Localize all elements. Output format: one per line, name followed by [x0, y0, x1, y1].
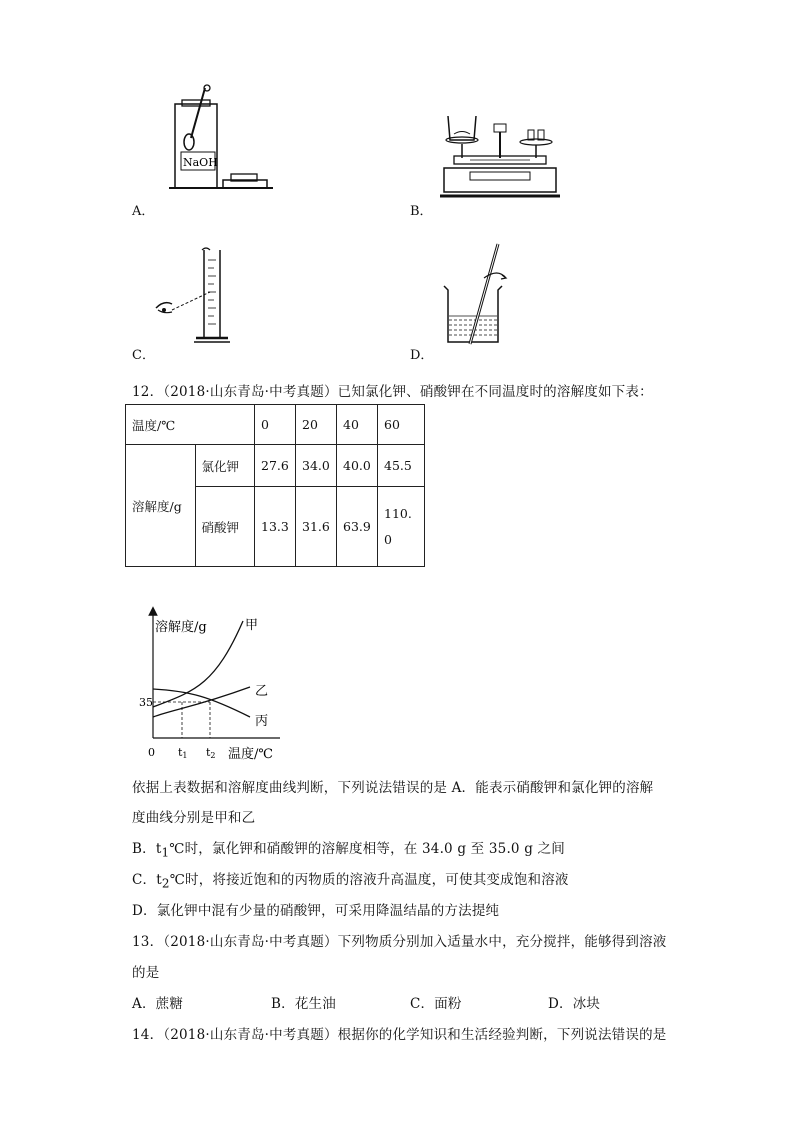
- q12-stem: 12．（2018·山东青岛·中考真题）已知氯化钾、硝酸钾在不同温度时的溶解度如下表：: [132, 384, 653, 400]
- kno3-20: 31.6: [296, 487, 337, 567]
- figure-b-balance: [440, 112, 560, 202]
- q12-option-d: D．氯化钾中混有少量的硝酸钾，可采用降温结晶的方法提纯: [132, 903, 500, 919]
- origin-label: 0: [148, 746, 155, 759]
- q12-text-line2: 度曲线分别是甲和乙: [132, 810, 256, 826]
- figure-c-cylinder: [150, 240, 240, 350]
- option-a-label: A．: [132, 204, 155, 219]
- x-axis-label: 温度/℃: [228, 747, 273, 762]
- option-d-label: D．: [410, 348, 434, 363]
- kno3-60: [378, 487, 425, 567]
- solubility-table: [125, 404, 425, 567]
- t2-label: t2: [206, 746, 216, 760]
- curve-bing-label: 丙: [255, 714, 269, 729]
- q13-option-d: D．冰块: [548, 996, 601, 1012]
- solubility-label: 溶解度/g: [126, 445, 196, 567]
- kno3-40: 63.9: [337, 487, 378, 567]
- y-tick-35: 35: [139, 696, 153, 709]
- q13-stem-line2: 的是: [132, 965, 160, 981]
- curve-jia-label: 甲: [245, 618, 259, 633]
- kno3-60-part1: 110.: [384, 505, 412, 521]
- kcl-0: 27.6: [255, 445, 296, 487]
- kno3-0: 13.3: [255, 487, 296, 567]
- solubility-graph: [135, 605, 285, 765]
- naoh-label: NaOH: [183, 156, 218, 169]
- y-axis-label: 溶解度/g: [155, 620, 207, 635]
- temp-40: 40: [337, 405, 378, 445]
- kcl-60: 45.5: [378, 445, 425, 487]
- q13-option-b: B．花生油: [271, 996, 336, 1012]
- option-c-label: C．: [132, 348, 155, 363]
- kcl-40: 40.0: [337, 445, 378, 487]
- temp-20: 20: [296, 405, 337, 445]
- q12-text-line1: 依据上表数据和溶解度曲线判断，下列说法错误的是 A．能表示硝酸钾和氯化钾的溶解: [132, 780, 654, 796]
- row-kcl-name: 氯化钾: [195, 445, 254, 487]
- kno3-60-part2: 0: [384, 531, 392, 547]
- q12-option-c: C．$t_2℃$时，将接近饱和的丙物质的溶液升高温度，可使其变成饱和溶液: [132, 872, 569, 891]
- q13-option-a: A．蔗糖: [132, 996, 184, 1012]
- temp-60: 60: [378, 405, 425, 445]
- q13-stem-line1: 13．（2018·山东青岛·中考真题）下列物质分别加入适量水中，充分搅拌，能够得到溶液: [132, 934, 667, 950]
- q14-stem: 14．（2018·山东青岛·中考真题）根据你的化学知识和生活经验判断，下列说法错误的是: [132, 1027, 667, 1043]
- option-b-label: B．: [410, 204, 433, 219]
- temp-header: 温度/℃: [126, 405, 255, 445]
- q13-option-c: C．面粉: [410, 996, 462, 1012]
- figure-d-beaker: [440, 238, 510, 350]
- curve-yi-label: 乙: [255, 684, 269, 699]
- q12-option-b: B．$t_1℃$时，氯化钾和硝酸钾的溶解度相等，在 34.0 g 至 35.0 g 之间: [132, 841, 565, 860]
- t1-label: t1: [178, 746, 188, 760]
- kcl-20: 34.0: [296, 445, 337, 487]
- figure-a-naoh-bottle: [165, 80, 275, 195]
- row-kno3-name: 硝酸钾: [195, 487, 254, 567]
- temp-0: 0: [255, 405, 296, 445]
